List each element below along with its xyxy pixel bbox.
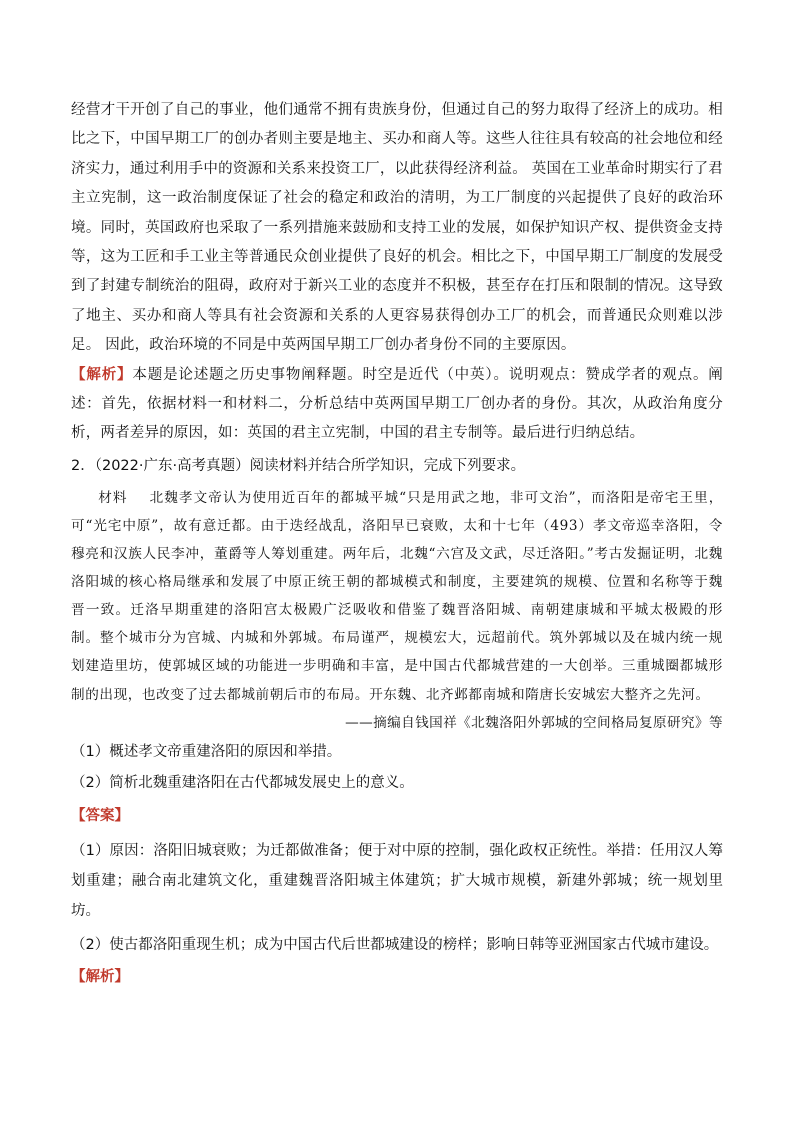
sub-question-1: （1）概述孝文帝重建洛阳的原因和举措。 — [71, 743, 342, 760]
analysis-text: 本题是论述题之历史事物阐释题。时空是近代（中英）。说明观点：赞成学者的观点。阐述：首先，依据材料一和材料二，分析总结中英两国早期工厂创办者的身份。其次，从政治角度分析，两者差异的原因，如：英国的君主立宪制，中国的君主专制等。最后进行归纳总结。 — [71, 366, 723, 442]
page-content — [71, 96, 723, 993]
material-text: 北魏孝文帝认为使用近百年的都城平城“只是用武之地，非可文治”，而洛阳是帝宅王里，可“光宅中原”，故有意迁都。由于迭经战乱，洛阳早已衰败，太和十七年（493）孝文帝巡幸洛阳，令穆亮和汉族人民李冲，董爵等人筹划重建。两年后，北魏“六宫及文武，尽迁洛阳。”考古发掘证明，北魏洛阳城的核心格局继承和发展了中原正统王朝的都城模式和制度，主要建筑的规模、位置和名称等于魏晋一致。迁洛早期重建的洛阳宫太极殿广泛吸收和借鉴了魏晋洛阳城、南朝建康城和平城太极殿的形制。整个城市分为宫城、内城和外郭城。布局谨严，规模宏大，远超前代。筑外郭城以及在城内统一规划建造里坊，使郭城区域的功能进一步明确和丰富，是中国古代都城营建的一大创举。三重城圈都城形制的出现，也改变了过去都城前朝后市的布局。开东魏、北齐邺都南城和隋唐长安城宏大整齐之先河。 — [71, 489, 724, 703]
material-source: ——摘编自钱国祥《北魏洛阳外郭城的空间格局复原研究》等 — [345, 714, 723, 731]
sub-question-2: （2）简析北魏重建洛阳在古代都城发展史上的意义。 — [71, 774, 414, 791]
material-label: 材料 — [98, 489, 128, 506]
continuation-paragraph: 经营才干开创了自己的事业，他们通常不拥有贵族身份，但通过自己的努力取得了经济上的成功。相比之下，中国早期工厂的创办者则主要是地主、买办和商人等。这些人往往具有较高的社会地位和经济实力，通过利用手中的资源和关系来投资工厂，以此获得经济利益。 英国在工业革命时期实行了君主立宪制，这一政治制度保证了社会的稳定和政治的清明，为工厂制度的兴起提供了良好的政治环境。同时，英国政府也采取了一系列措施来鼓励和支持工业的发展，如保护知识产权、提供资金支持等，这为工匠和手工业主等普通民众创业提供了良好的机会。相比之下，中国早期工厂制度的发展受到了封建专制统治的阻碍，政府对于新兴工业的态度并不积极，甚至存在打压和限制的情况。这导致了地主、买办和商人等具有社会资源和关系的人更容易获得创办工厂的机会，而普通民众则难以涉足。 因此，政治环境的不同是中英两国早期工厂创办者身份不同的主要原因。 — [71, 102, 723, 354]
question-2-header: 2．（2022·广东·高考真题）阅读材料并结合所学知识，完成下列要求。 — [71, 457, 526, 474]
analysis-paragraph-1 — [71, 361, 723, 449]
analysis-label-2: 【解析】 — [71, 968, 129, 985]
answer-2: （2）使古都洛阳重现生机；成为中国古代后世都城建设的榜样；影响日韩等亚洲国家古代城市建设。 — [71, 936, 719, 953]
answer-1: （1）原因：洛阳旧城衰败；为迁都做准备；便于对中原的控制，强化政权正统性。举措：任用汉人筹划重建；融合南北建筑文化，重建魏晋洛阳城主体建筑；扩大城市规模，新建外郭城；统一规划里坊。 — [71, 842, 723, 919]
answer-label: 【答案】 — [71, 807, 129, 824]
analysis-label: 【解析】 — [71, 366, 133, 383]
material-block — [71, 484, 723, 709]
